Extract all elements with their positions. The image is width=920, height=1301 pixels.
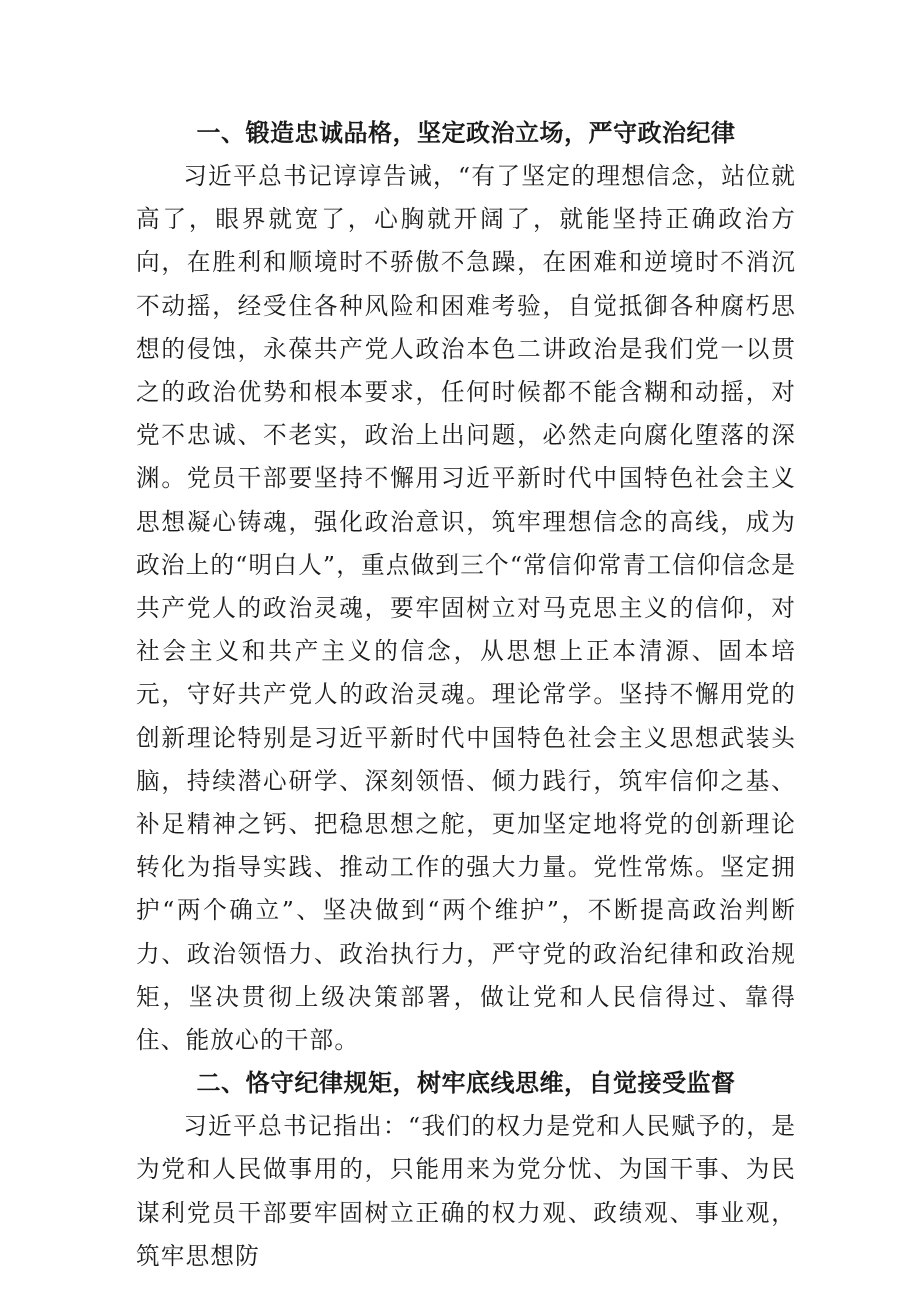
section-1-heading: 一、锻造忠诚品格，坚定政治立场，严守政治纪律 [196, 119, 736, 147]
document-body [136, 112, 796, 1278]
section-2-paragraph: 习近平总书记指出：“我们的权力是党和人民赋予的，是为党和人民做事用的，只能用来为党分忧、为国干事、为民谋利党员干部要牢固树立正确的权力观、政绩观、事业观，筑牢思想防 [136, 1112, 796, 1270]
section-1-paragraph: 习近平总书记谆谆告诫，“有了坚定的理想信念，站位就高了，眼界就宽了，心胸就开阔了，就能坚持正确政治方向，在胜利和顺境时不骄傲不急躁，在困难和逆境时不消沉不动摇，经受住各种风险和困难考验，自觉抵御各种腐朽思想的侵蚀，永葆共产党人政治本色二讲政治是我们党一以贯之的政治优势和根本要求，任何时候都不能含糊和动摇，对党不忠诚、不老实，政治上出问题，必然走向腐化堕落的深渊。党员干部要坚持不懈用习近平新时代中国特色社会主义思想凝心铸魂，强化政治意识，筑牢理想信念的高线，成为政治上的“明白人”，重点做到三个“常信仰常青工信仰信念是共产党人的政治灵魂，要牢固树立对马克思主义的信仰，对社会主义和共产主义的信念，从思想上正本清源、固本培元，守好共产党人的政治灵魂。理论常学。坚持不懈用党的创新理论特别是习近平新时代中国特色社会主义思想武装头脑，持续潜心研学、深刻领悟、倾力践行，筑牢信仰之基、补足精神之钙、把稳思想之舵，更加坚定地将党的创新理论转化为指导实践、推动工作的强大力量。党性常炼。坚定拥护“两个确立”、坚决做到“两个维护”，不断提高政治判断力、政治领悟力、政治执行力，严守党的政治纪律和政治规矩，坚决贯彻上级决策部署，做让党和人民信得过、靠得住、能放心的干部。 [136, 162, 796, 1055]
section-2-heading: 二、恪守纪律规矩，树牢底线思维，自觉接受监督 [196, 1069, 736, 1098]
